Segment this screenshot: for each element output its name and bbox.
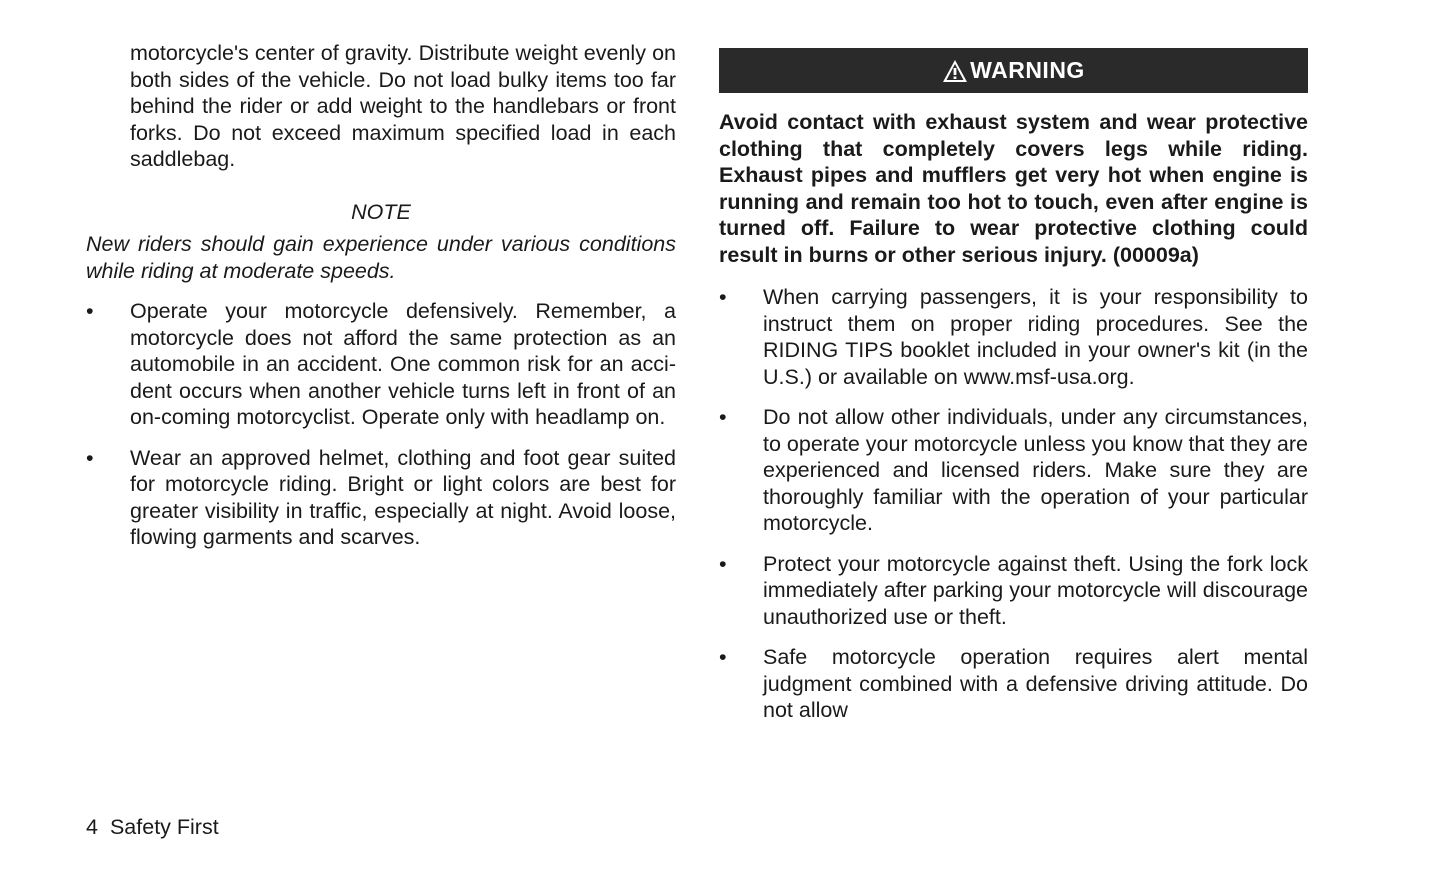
warning-text: Avoid contact with exhaust system and wear protective clothing that completely covers legs while riding. Exhaust pipes and mufflers get very hot when engine is running and remain too hot to touch, even after engine is turned off. Failure to wear protective clothing could result in burns or other serious injury. (00009a) <box>719 110 1308 267</box>
list-item <box>86 298 676 431</box>
bullet-icon: • <box>719 405 727 429</box>
list-item <box>719 551 1308 631</box>
note-text: New riders should gain experience under various conditions while riding at moderate speeds. <box>86 232 676 283</box>
list-item <box>719 284 1308 390</box>
list-item-text: Do not allow other individuals, under any circumstances, to operate your motorcycle unless you know that they are experienced and licensed riders. Make sure they are thoroughly familiar with the operation of your particular motorcycle. <box>763 405 1308 535</box>
page-number: 4 <box>86 815 98 839</box>
left-column <box>86 40 676 565</box>
bullet-icon: • <box>719 645 727 669</box>
list-item <box>86 445 676 551</box>
warning-triangle-icon <box>942 59 968 83</box>
list-item-text: When carrying passengers, it is your responsibility to instruct them on proper riding procedures. See the RIDING TIPS booklet included in your owner's kit (in the U.S.) or available on www.msf-usa.org. <box>763 285 1308 389</box>
list-item <box>719 644 1308 724</box>
list-item-text: Wear an approved helmet, clothing and foot gear suited for motorcycle riding. Bright or light colors are best for greater visibility in traffic, especially at night. Avoid loose, flowing garments and scarves. <box>130 445 676 549</box>
right-column <box>719 40 1308 738</box>
warning-banner <box>719 48 1308 93</box>
list-item <box>719 404 1308 537</box>
bullet-icon: • <box>86 299 94 323</box>
intro-paragraph: motorcycle's center of gravity. Distribute weight evenly on both sides of the vehicle. Do not load bulky items too far behind the rider or add weight to the handlebars or front forks. Do not exceed maximum specified load in each saddlebag. <box>130 41 676 171</box>
warning-label: WARNING <box>970 57 1085 83</box>
bullet-icon: • <box>719 551 727 576</box>
page-footer <box>86 814 219 840</box>
note-heading: NOTE <box>351 199 411 224</box>
list-item-text: Safe motorcycle operation requires alert mental judgment combined with a defensive driving attitude. Do not allow <box>763 645 1308 722</box>
section-title: Safety First <box>109 815 219 839</box>
list-item-text: Protect your motorcycle against theft. Using the fork lock immediately after parking your motorcycle will discourage unauthorized use or theft. <box>763 551 1308 629</box>
list-item-text: Operate your motorcycle defensively. Remember, a motorcycle does not afford the same protection as an automobile in an accident. One common risk for an acci-dent occurs when another vehicle turns left in front of an on-coming motorcyclist. Operate only with headlamp on. <box>130 299 676 429</box>
bullet-icon: • <box>86 445 94 470</box>
bullet-icon: • <box>719 285 727 309</box>
